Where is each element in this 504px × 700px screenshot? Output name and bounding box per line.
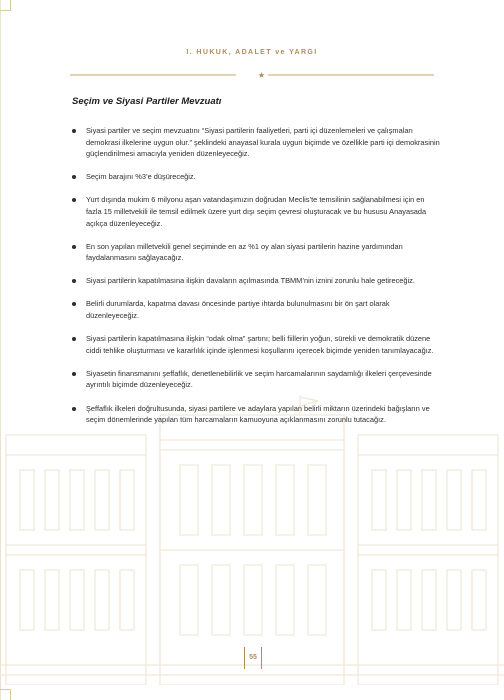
bullet-icon (72, 129, 76, 133)
bullet-icon (72, 198, 76, 202)
list-item (72, 171, 440, 183)
corner-mark-bottom (0, 689, 11, 700)
bullet-icon (72, 372, 76, 376)
list-item-text: Şeffaflık ilkeleri doğrultusunda, siyasi partilere ve adaylara yapılan belirli miktarın üzerindeki bağışların ve seçim dönemlerinde yapılan tüm harcamaların kamuoyuna açıklanmasını zorunlu tutacağız. (86, 403, 430, 425)
list-item-text: Yurt dışında mukim 6 milyonu aşan vatandaşımızın doğrudan Meclis’te temsilinin sağlanabilmesi için en fazla 15 milletvekili ile temsil edilmek üzere yurt dışı seçim çevresi oluşturacak ve bu hususu Anayasada açıkça düzenleyeceğiz. (86, 195, 427, 228)
page-number: 55 (244, 647, 262, 669)
list-item-text: Siyasi partilerin kapatılmasına ilişkin davaların açılmasında TBMM’nin iznini zorunlu hale getireceğiz. (86, 276, 415, 286)
list-item-text: Siyasetin finansmanını şeffaflık, denetlenebilirlik ve seçim harcamalarının saydamlığı ilkeleri çerçevesinde ayrıntılı biçimde düzenleyeceğiz. (86, 368, 432, 390)
list-item (72, 403, 440, 426)
list-item (72, 368, 440, 391)
section-header-title: I. HUKUK, ADALET ve YARGI (186, 49, 318, 56)
list-item-text: En son yapılan milletvekili genel seçiminde en az %1 oy alan siyasi partilerin hazine yardımından faydalanmasını sağlayacağız. (86, 241, 403, 263)
list-item (72, 298, 440, 321)
bullet-icon (72, 245, 76, 249)
list-item (72, 194, 440, 229)
page-footer (0, 647, 504, 671)
list-item (72, 241, 440, 264)
bullet-list (72, 125, 440, 426)
list-item-text: Seçim barajını %3’e düşüreceğiz. (86, 172, 196, 182)
bullet-icon (72, 407, 76, 411)
list-item-text: Siyasi partilerin kapatılmasına ilişkin “odak olma” şartını; belli fiillerin yoğun, sürekli ve demokratik düzene ciddi tehlike oluşturması ve kararlılık içinde işlenmesi koşullarını içerecek biçimde yeniden tanımlayacağız. (86, 334, 434, 355)
crescent-star-icon (70, 66, 434, 84)
bullet-icon (72, 337, 76, 341)
building-watermark (0, 395, 504, 685)
main-content (72, 96, 440, 437)
bullet-icon (72, 302, 76, 306)
section-heading: Seçim ve Siyasi Partiler Mevzuatı (72, 96, 222, 107)
list-item-text: Belirli durumlarda, kapatma davası öncesinde partiye ihtarda bulunulmasını bir ön şart olarak düzenleyeceğiz. (86, 299, 390, 321)
bullet-icon (72, 175, 76, 179)
bullet-icon (72, 279, 76, 283)
list-item-text: Siyasi partiler ve seçim mevzuatını “Siyasi partilerin faaliyetleri, parti içi düzenlemeleri ve çalışmaları demokrasi ilkelerine uygun olur.” şeklindeki anayasal kurala uygun biçimde ve özellikle parti içi demokrasinin güçlendirilmesi amacıyla yeniden düzenleyeceğiz. (86, 126, 440, 159)
list-item (72, 333, 440, 356)
corner-mark-top (0, 0, 11, 11)
list-item (72, 125, 440, 160)
list-item (72, 275, 440, 287)
